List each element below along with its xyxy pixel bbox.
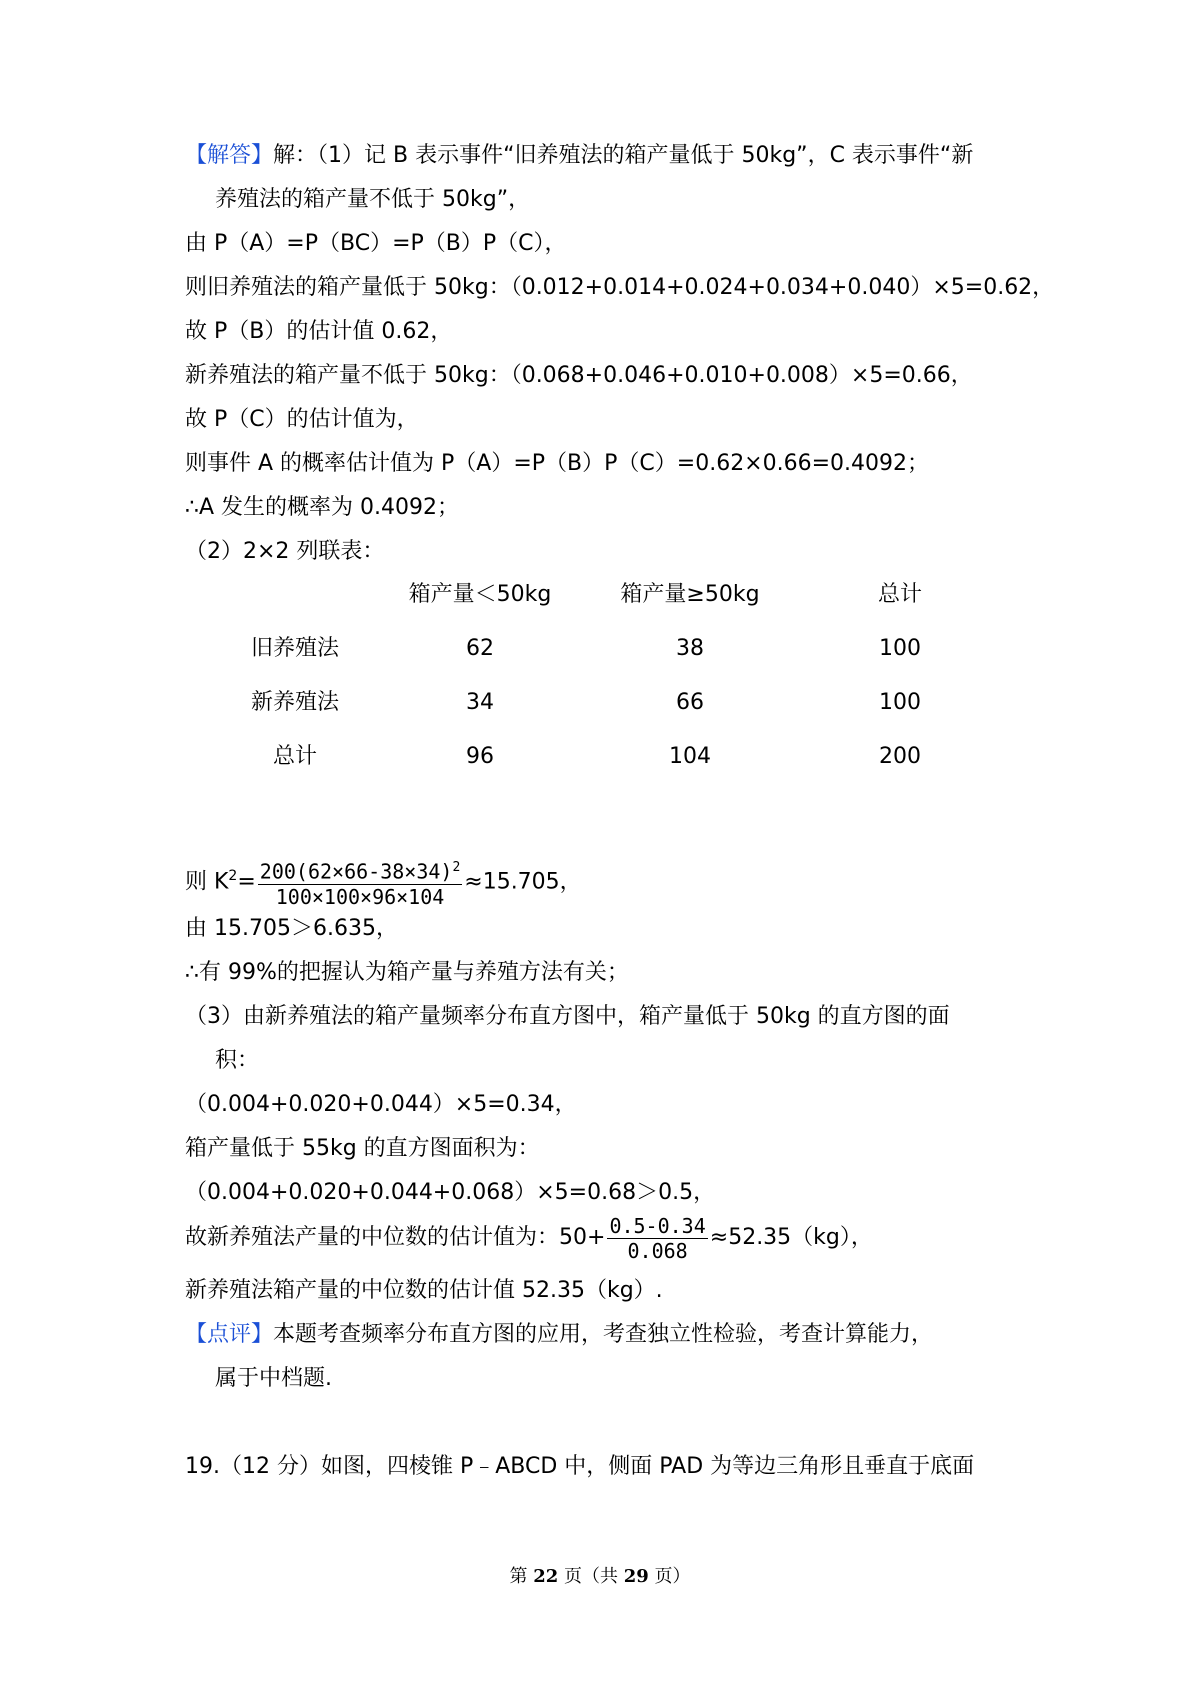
k2-denominator: 100×100×96×104: [275, 884, 445, 909]
solution-line-15: 积：: [215, 1048, 260, 1073]
solution-line-16: （0.004+0.020+0.044）×5=0.34，: [185, 1092, 577, 1117]
footer-mid: 页（共: [564, 1566, 618, 1587]
comment-line-2: 属于中档题.: [215, 1366, 332, 1391]
solution-line-20: 新养殖法箱产量的中位数的估计值 52.35（kg）.: [185, 1278, 663, 1303]
k2-formula-line: [185, 850, 582, 909]
solution-line-18: （0.004+0.020+0.044+0.068）×5=0.68＞0.5，: [185, 1180, 716, 1205]
median-prefix: 故新养殖法产量的中位数的估计值为：50+: [185, 1225, 606, 1250]
solution-line-13: ∴有 99%的把握认为箱产量与养殖方法有关；: [185, 960, 629, 985]
solution-line-14: （3）由新养殖法的箱产量频率分布直方图中，箱产量低于 50kg 的直方图的面: [185, 1004, 950, 1029]
table-cell: 34: [466, 690, 494, 715]
median-fraction: [607, 1214, 707, 1263]
k2-fraction: [258, 856, 462, 909]
table-cell: 100: [879, 690, 921, 715]
solution-label: 【解答】: [185, 143, 274, 168]
contingency-table: [230, 580, 990, 796]
table-cell: 200: [879, 744, 921, 769]
table-cell: 新养殖法: [250, 690, 339, 715]
k2-numerator-text: 200(62×66-38×34): [259, 859, 453, 884]
solution-line-6: 新养殖法的箱产量不低于 50kg：（0.068+0.046+0.010+0.008）×5=0.66，: [185, 363, 973, 388]
solution-text: 解：（1）记 B 表示事件“旧养殖法的箱产量低于 50kg”，C 表示事件“新: [273, 143, 974, 168]
median-result: ≈52.35（kg），: [709, 1225, 873, 1250]
table-cell: 62: [466, 636, 494, 661]
solution-line-10: （2）2×2 列联表：: [185, 539, 385, 564]
k2-numerator: [258, 856, 462, 885]
table-header-cell: 总计: [877, 582, 922, 607]
solution-line-12: 由 15.705＞6.635，: [185, 916, 398, 941]
footer-pre: 第: [509, 1566, 528, 1587]
solution-line-1: [185, 141, 973, 171]
solution-line-17: 箱产量低于 55kg 的直方图面积为：: [185, 1136, 540, 1161]
footer-page-number: 22: [533, 1566, 559, 1587]
table-cell: 104: [669, 744, 711, 769]
table-header-cell: 箱产量≥50kg: [620, 582, 760, 607]
footer-total-pages: 29: [623, 1566, 649, 1587]
table-cell: 100: [879, 636, 921, 661]
table-header: [230, 580, 990, 634]
solution-line-2: 养殖法的箱产量不低于 50kg”，: [215, 187, 531, 212]
solution-line-4: 则旧养殖法的箱产量低于 50kg：（0.012+0.014+0.024+0.034+0.040）×5=0.62，: [185, 275, 1055, 300]
table-cell: 38: [676, 636, 704, 661]
next-question: 19.（12 分）如图，四棱锥 P﹣ABCD 中，侧面 PAD 为等边三角形且垂直于底面: [185, 1454, 975, 1479]
table-row: [230, 688, 990, 742]
k2-result: ≈15.705，: [464, 869, 582, 895]
k2-equals: =: [237, 869, 256, 895]
table-cell: 96: [466, 744, 494, 769]
page-footer: [0, 1564, 1200, 1590]
solution-line-8: 则事件 A 的概率估计值为 P（A）=P（B）P（C）=0.62×0.66=0.4092；: [185, 451, 930, 476]
solution-line-9: ∴A 发生的概率为 0.4092；: [185, 495, 460, 520]
solution-line-5: 故 P（B）的估计值 0.62，: [185, 319, 453, 344]
median-numerator: 0.5-0.34: [609, 1213, 706, 1238]
median-formula-line: [185, 1212, 873, 1264]
solution-line-7: 故 P（C）的估计值为，: [185, 407, 419, 432]
k2-numerator-exponent: 2: [452, 860, 461, 875]
median-denominator: 0.068: [627, 1238, 688, 1263]
table-cell: 总计: [272, 744, 317, 769]
k2-prefix: 则 K: [185, 869, 229, 895]
table-cell: 旧养殖法: [250, 636, 339, 661]
table-row: [230, 634, 990, 688]
k2-superscript: 2: [228, 868, 238, 884]
table-header-cell: 箱产量＜50kg: [408, 582, 552, 607]
comment-text: 本题考查频率分布直方图的应用，考查独立性检验，考查计算能力，: [273, 1322, 934, 1347]
solution-line-3: 由 P（A）=P（BC）=P（B）P（C），: [185, 231, 567, 256]
table-cell: 66: [676, 690, 704, 715]
table-row: [230, 742, 990, 796]
comment-line-1: [185, 1320, 933, 1350]
comment-label: 【点评】: [185, 1322, 274, 1347]
footer-post: 页）: [654, 1566, 691, 1587]
